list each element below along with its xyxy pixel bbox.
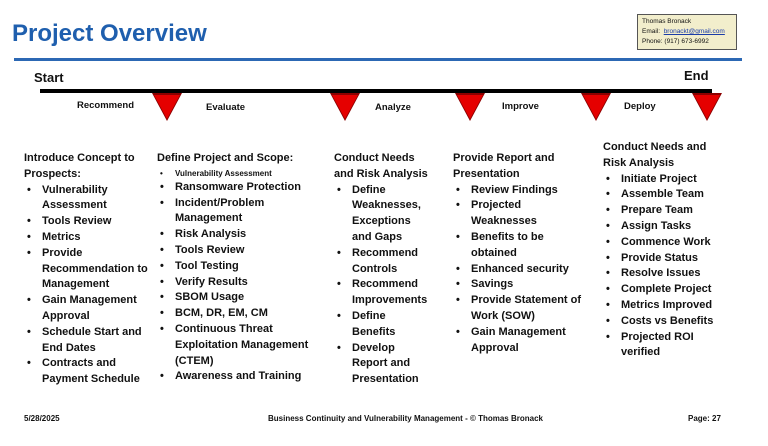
phase-marker-evaluate xyxy=(330,93,360,121)
phase-label-analyze: Analyze xyxy=(375,102,411,113)
page-title: Project Overview xyxy=(12,20,207,47)
list-item: • Gain Management Approval xyxy=(453,325,583,357)
list-item: • Risk Analysis xyxy=(157,227,317,243)
list-item: • Vulnerability Assessment xyxy=(24,183,152,215)
list-item: • Vulnerability Assessment xyxy=(157,167,317,180)
contact-email-link[interactable]: bronackt@gmail.com xyxy=(663,28,725,35)
phase-marker-deploy xyxy=(692,93,722,121)
contact-box xyxy=(637,14,737,50)
list-item: • Recommend Improvements xyxy=(334,277,432,309)
list-item: • Define Benefits xyxy=(334,309,432,341)
footer-date: 5/28/2025 xyxy=(24,414,60,423)
list-item: • Contracts and Payment Schedule xyxy=(24,356,152,388)
list-item: • Costs vs Benefits xyxy=(603,314,728,330)
timeline-start-label: Start xyxy=(34,70,64,85)
phase-label-evaluate: Evaluate xyxy=(206,102,246,113)
list-item: • Metrics Improved xyxy=(603,298,728,314)
list-item: • Assign Tasks xyxy=(603,219,728,235)
list-item: • Schedule Start and End Dates xyxy=(24,325,152,357)
contact-email-line xyxy=(642,27,732,37)
column-heading: Define Project and Scope: xyxy=(157,152,294,164)
column-improve xyxy=(453,151,583,356)
list-item: • Provide Statement of Work (SOW) xyxy=(453,293,583,325)
list-item: • Recommend Controls xyxy=(334,246,432,278)
column-list xyxy=(334,183,432,388)
list-item: • Review Findings xyxy=(453,183,583,199)
list-item: • Continuous Threat Exploitation Management (CTEM) xyxy=(157,322,317,369)
column-analyze xyxy=(334,151,432,388)
footer-page-number: Page: 27 xyxy=(688,414,721,423)
list-item: • Projected Weaknesses xyxy=(453,198,583,230)
column-recommend xyxy=(24,151,152,388)
column-list xyxy=(24,183,152,388)
phase-marker-improve xyxy=(581,93,611,121)
list-item: • BCM, DR, EM, CM xyxy=(157,306,317,322)
column-heading: Introduce Concept to Prospects: xyxy=(24,152,135,180)
list-item: • Develop Report and Presentation xyxy=(334,341,432,388)
list-item: • Resolve Issues xyxy=(603,266,728,282)
contact-phone: Phone: (917) 673-6992 xyxy=(642,38,709,45)
column-list xyxy=(157,167,317,385)
list-item: • Gain Management Approval xyxy=(24,293,152,325)
column-list xyxy=(603,172,728,362)
list-item: • Enhanced security xyxy=(453,262,583,278)
list-item: • Define Weaknesses, Exceptions and Gaps xyxy=(334,183,432,246)
list-item: • Tools Review xyxy=(157,243,317,259)
phase-marker-analyze xyxy=(455,93,485,121)
list-item: • Complete Project xyxy=(603,282,728,298)
column-deploy xyxy=(603,140,728,361)
list-item: • Incident/Problem Management xyxy=(157,196,317,228)
column-list xyxy=(453,183,583,357)
column-heading: Conduct Needs and Risk Analysis xyxy=(603,141,707,169)
phase-label-recommend: Recommend xyxy=(77,100,135,111)
contact-email-label: Email: xyxy=(642,28,661,35)
column-heading: Conduct Needs and Risk Analysis xyxy=(334,152,428,180)
column-heading: Provide Report and Presentation xyxy=(453,152,555,180)
column-evaluate xyxy=(157,151,317,385)
list-item: • Verify Results xyxy=(157,275,317,291)
list-item: • Provide Status xyxy=(603,251,728,267)
list-item: • Commence Work xyxy=(603,235,728,251)
timeline-bar xyxy=(40,89,712,93)
phase-marker-recommend xyxy=(152,93,182,121)
list-item: • Provide Recommendation to Management xyxy=(24,246,152,293)
list-item: • Prepare Team xyxy=(603,203,728,219)
list-item: • Tool Testing xyxy=(157,259,317,275)
list-item: • Awareness and Training xyxy=(157,369,317,385)
timeline-end-label: End xyxy=(684,68,709,83)
list-item: • Savings xyxy=(453,277,583,293)
list-item: • Assemble Team xyxy=(603,187,728,203)
phase-label-deploy: Deploy xyxy=(624,101,656,112)
list-item: • Metrics xyxy=(24,230,152,246)
list-item: • Tools Review xyxy=(24,214,152,230)
list-item: • Projected ROI verified xyxy=(603,330,728,362)
list-item: • Benefits to be obtained xyxy=(453,230,583,262)
header-divider xyxy=(14,58,742,61)
phase-label-improve: Improve xyxy=(502,101,539,112)
footer-title: Business Continuity and Vulnerability Management - © Thomas Bronack xyxy=(268,414,543,423)
contact-name: Thomas Bronack xyxy=(642,18,692,25)
list-item: • Ransomware Protection xyxy=(157,180,317,196)
list-item: • Initiate Project xyxy=(603,172,728,188)
list-item: • SBOM Usage xyxy=(157,290,317,306)
